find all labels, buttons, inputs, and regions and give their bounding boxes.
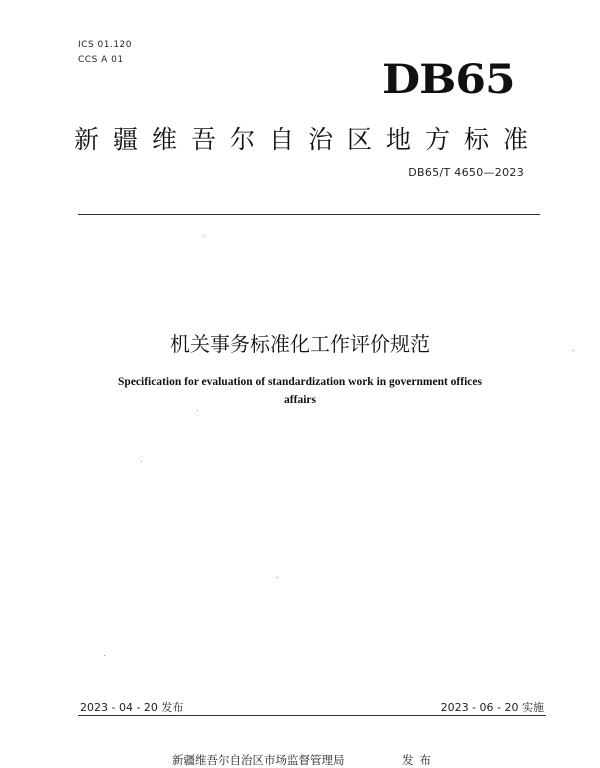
standard-kind-heading: 新疆维吾尔自治区地方标准 [74, 125, 543, 154]
db65-logo: DB65 [382, 56, 515, 103]
publish-date: 2023 - 04 - 20 发布 [80, 701, 184, 714]
scan-speck [104, 655, 105, 656]
header-divider [78, 214, 540, 215]
document-title-en-line1: Specification for evaluation of standardization work in government offices [118, 376, 482, 388]
document-title-en-line2: affairs [284, 394, 316, 406]
scan-speck [141, 461, 142, 462]
scan-speck [197, 410, 198, 411]
footer-divider [78, 715, 546, 716]
scan-speck [277, 577, 278, 578]
ccs-code: CCS A 01 [78, 55, 124, 65]
scan-speck [573, 350, 574, 351]
scan-speck [203, 236, 204, 237]
issue-label: 发布 [402, 753, 437, 767]
standard-number: DB65/T 4650—2023 [408, 166, 524, 179]
ics-code: ICS 01.120 [78, 40, 133, 50]
implement-date: 2023 - 06 - 20 实施 [440, 701, 544, 714]
document-title-zh: 机关事务标准化工作评价规范 [170, 332, 430, 356]
issuing-authority: 新疆维吾尔自治区市场监督管理局 [172, 753, 345, 767]
document-title-en [80, 373, 520, 409]
